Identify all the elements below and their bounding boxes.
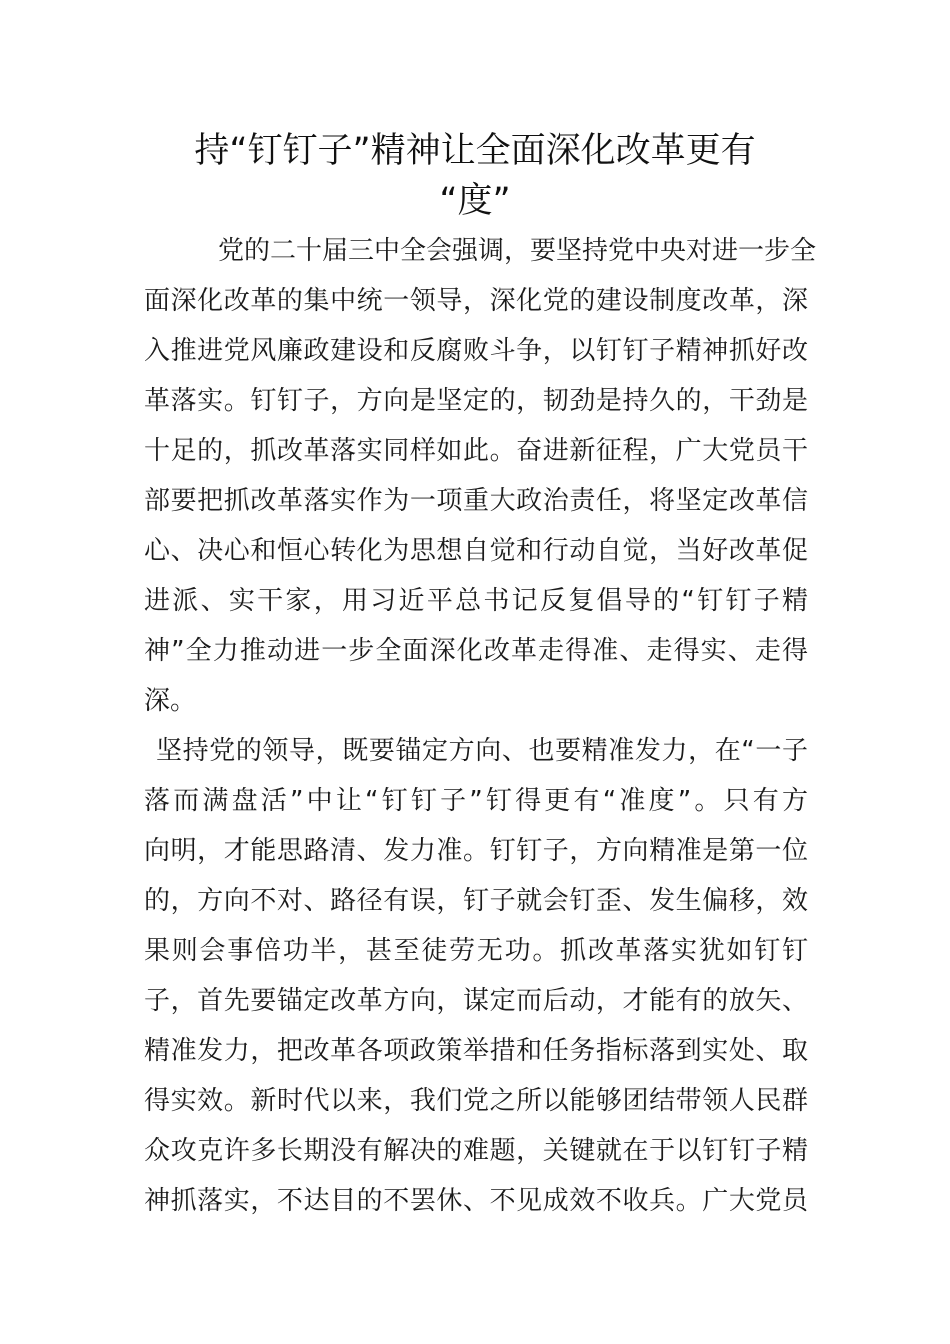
paragraph-line: 十足的，抓改革落实同样如此。奋进新征程，广大党员干 (144, 436, 808, 466)
paragraph-line: 神抓落实，不达目的不罢休、不见成效不收兵。广大党员 (144, 1186, 808, 1216)
paragraph-line: 落而满盘活”中让“钉钉子”钉得更有“准度”。只有方 (144, 786, 808, 816)
paragraph-line: 坚持党的领导，既要锚定方向、也要精准发力，在“一子 (156, 736, 808, 766)
paragraph-1 (144, 226, 817, 726)
document-body (144, 226, 817, 1226)
document-title (130, 126, 820, 226)
paragraph-line: 果则会事倍功半，甚至徒劳无功。抓改革落实犹如钉钉 (144, 936, 808, 966)
paragraph-line: 面深化改革的集中统一领导，深化党的建设制度改革，深 (144, 286, 808, 316)
title-line-1: 持“钉钉子”精神让全面深化改革更有 (194, 131, 756, 171)
paragraph-line: 心、决心和恒心转化为思想自觉和行动自觉，当好改革促 (144, 536, 808, 566)
paragraph-line: 得实效。新时代以来，我们党之所以能够团结带领人民群 (144, 1086, 808, 1116)
paragraph-line: 党的二十届三中全会强调，要坚持党中央对进一步全 (218, 236, 817, 266)
paragraph-line: 众攻克许多长期没有解决的难题，关键就在于以钉钉子精 (144, 1136, 808, 1166)
paragraph-line: 精准发力，把改革各项政策举措和任务指标落到实处、取 (144, 1036, 808, 1066)
paragraph-line: 向明，才能思路清、发力准。钉钉子，方向精准是第一位 (144, 836, 808, 866)
paragraph-2 (144, 726, 808, 1226)
title-line-2: “度” (439, 181, 511, 221)
paragraph-line: 的，方向不对、路径有误，钉子就会钉歪、发生偏移，效 (144, 886, 808, 916)
paragraph-line: 革落实。钉钉子，方向是坚定的，韧劲是持久的，干劲是 (144, 386, 808, 416)
paragraph-line: 入推进党风廉政建设和反腐败斗争，以钉钉子精神抓好改 (144, 336, 808, 366)
paragraph-line: 深。 (144, 686, 197, 716)
paragraph-line: 子，首先要锚定改革方向，谋定而后动，才能有的放矢、 (144, 986, 808, 1016)
paragraph-line: 部要把抓改革落实作为一项重大政治责任，将坚定改革信 (144, 486, 808, 516)
paragraph-line: 神”全力推动进一步全面深化改革走得准、走得实、走得 (144, 636, 808, 666)
paragraph-line: 进派、实干家，用习近平总书记反复倡导的“钉钉子精 (144, 586, 808, 616)
